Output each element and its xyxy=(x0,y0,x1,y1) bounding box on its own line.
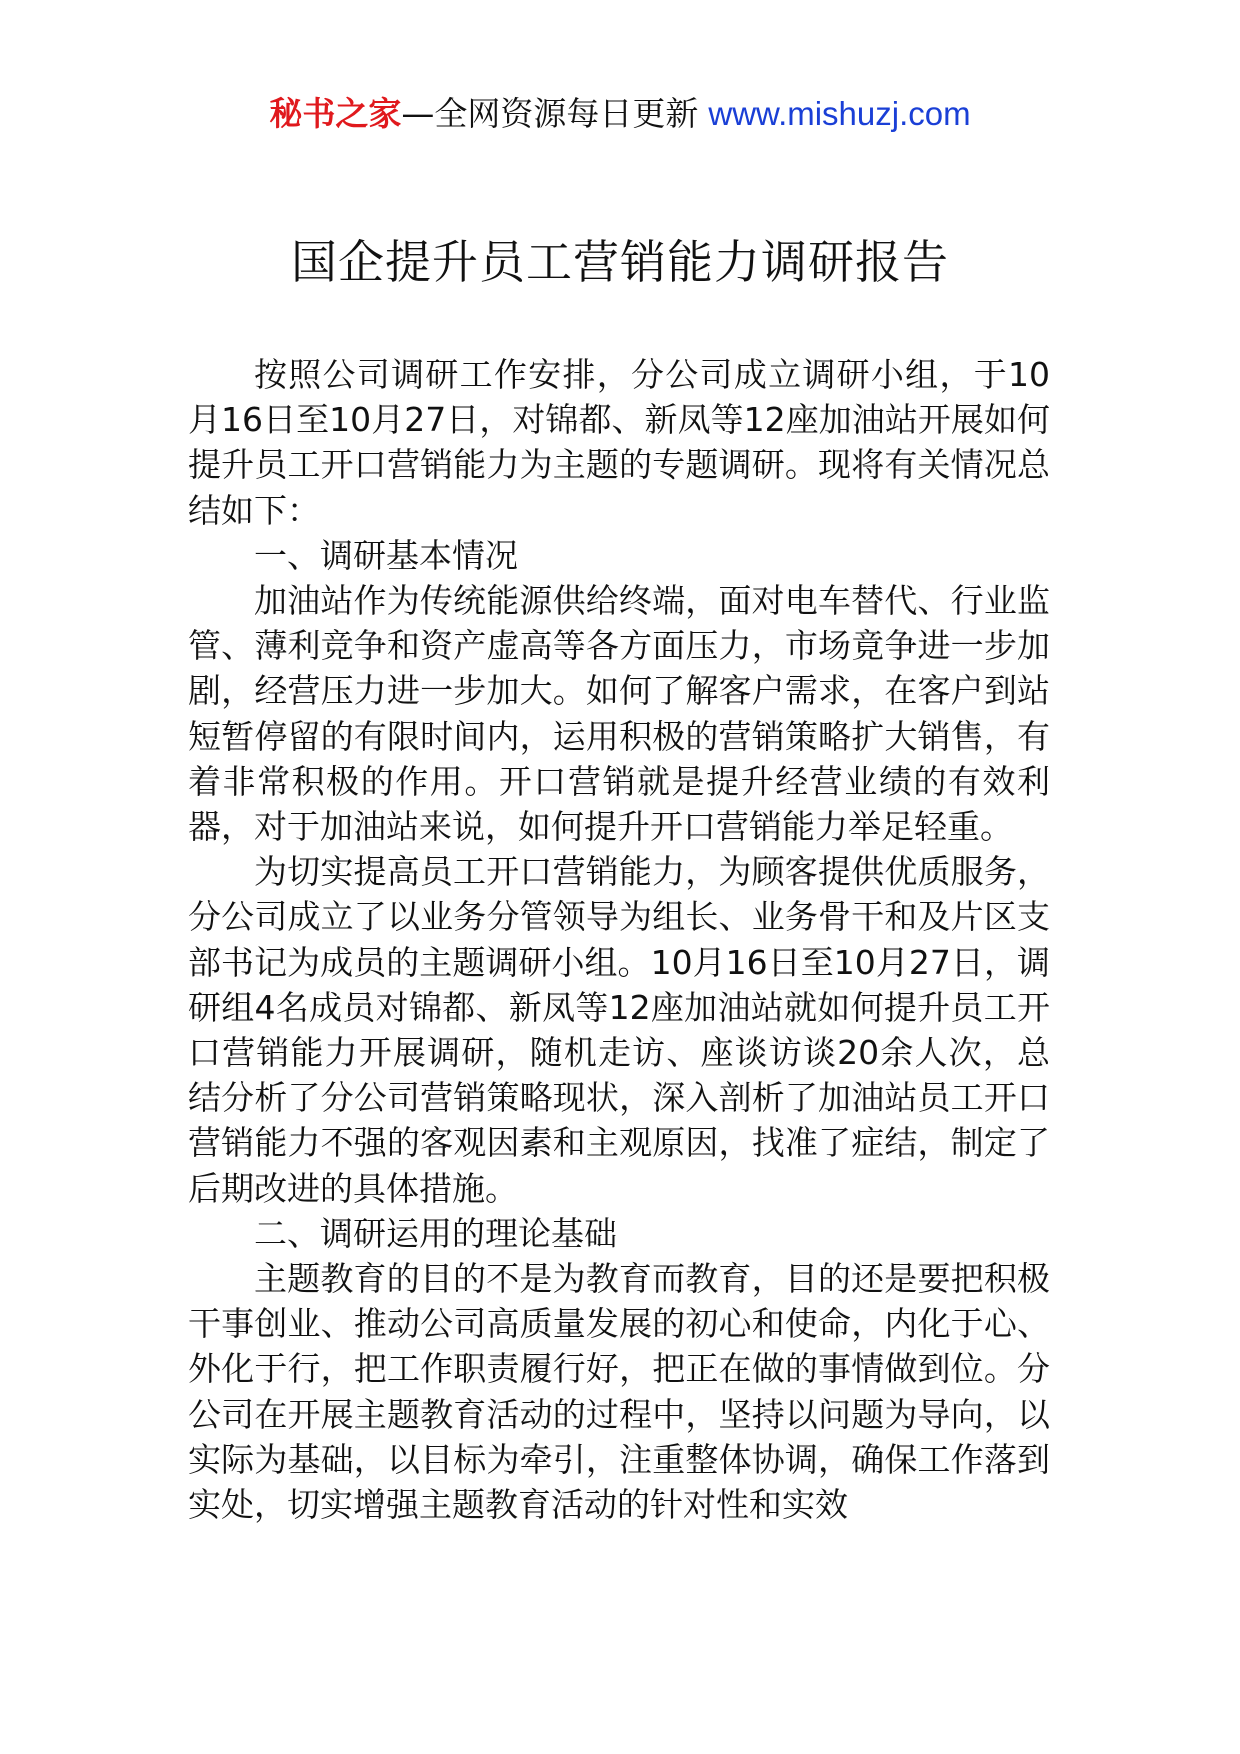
header-tagline: —全网资源每日更新 xyxy=(401,94,699,133)
site-header xyxy=(0,92,1240,136)
section-heading-1: 一、调研基本情况 xyxy=(254,535,518,575)
intro-paragraph: 按照公司调研工作安排，分公司成立调研小组，于10月16日至10月27日，对锦都、新凤等12座加油站开展如何提升员工开口营销能力为主题的专题调研。现将有关情况总结如下： xyxy=(188,355,1050,530)
document-body xyxy=(188,352,1050,1527)
section-heading-2: 二、调研运用的理论基础 xyxy=(254,1213,617,1253)
site-url-link[interactable]: www.mishuzj.com xyxy=(708,95,971,132)
section-1-paragraph-2: 为切实提高员工开口营销能力，为顾客提供优质服务，分公司成立了以业务分管领导为组长、业务骨干和及片区支部书记为成员的主题调研小组。10月16日至10月27日，调研组4名成员对锦都、新凤等12座加油站就如何提升员工开口营销能力开展调研，随机走访、座谈访谈20余人次，总结分析了分公司营销策略现状，深入剖析了加油站员工开口营销能力不强的客观因素和主观原因，找准了症结，制定了后期改进的具体措施。 xyxy=(188,852,1050,1208)
document-title: 国企提升员工营销能力调研报告 xyxy=(291,235,949,289)
brand-name: 秘书之家 xyxy=(269,94,402,133)
section-1-paragraph-1: 加油站作为传统能源供给终端，面对电车替代、行业监管、薄利竞争和资产虚高等各方面压力，市场竟争进一步加剧，经营压力进一步加大。如何了解客户需求，在客户到站短暂停留的有限时间内，运用积极的营销策略扩大销售，有着非常积极的作用。开口营销就是提升经营业绩的有效利器，对于加油站来说，如何提升开口营销能力举足轻重。 xyxy=(188,581,1050,847)
section-2-paragraph-1: 主题教育的目的不是为教育而教育，目的还是要把积极干事创业、推动公司高质量发展的初心和使命，内化于心、外化于行，把工作职责履行好，把正在做的事情做到位。分公司在开展主题教育活动的过程中，坚持以问题为导向，以实际为基础，以目标为牵引，注重整体协调，确保工作落到实处，切实增强主题教育活动的针对性和实效 xyxy=(188,1259,1050,1525)
